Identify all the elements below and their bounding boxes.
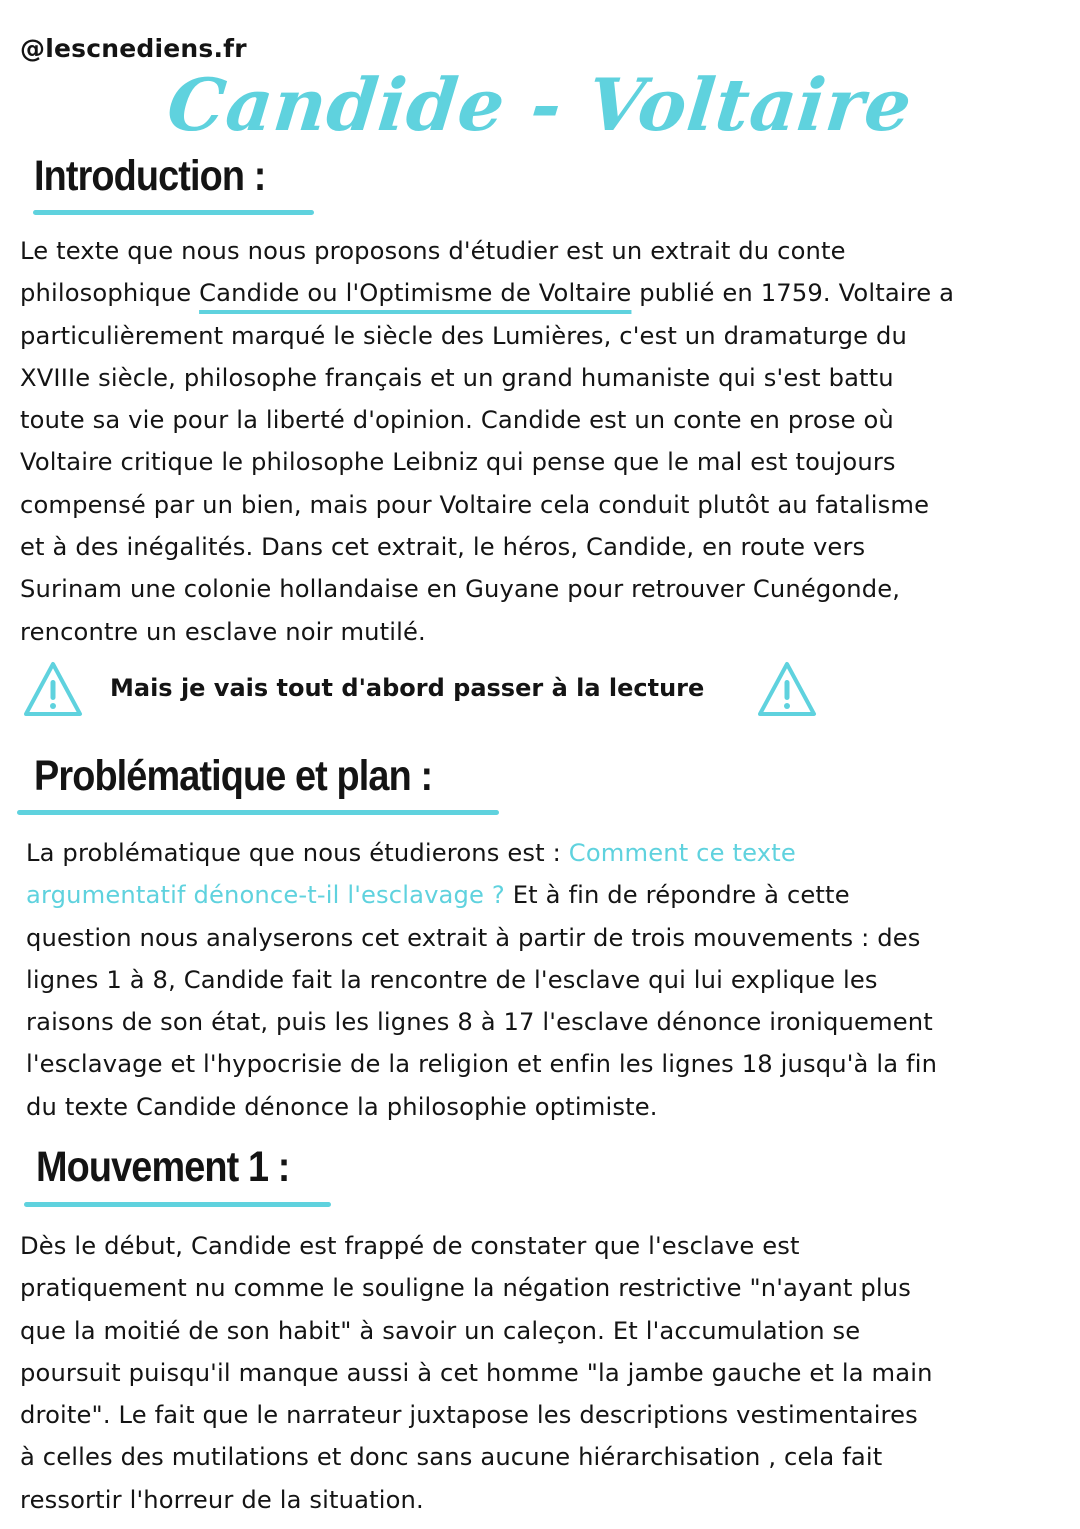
intro-line-5: toute sa vie pour la liberté d'opinion. Candide est un conte en prose où <box>20 406 894 435</box>
mouvement1-line-1: Dès le début, Candide est frappé de constater que l'esclave est <box>20 1232 800 1260</box>
intro-heading-underline <box>33 210 314 215</box>
problematique-heading-underline <box>17 810 499 815</box>
intro-line-7: compensé par un bien, mais pour Voltaire cela conduit plutôt au fatalisme <box>20 490 930 519</box>
problematique-line-6: l'esclavage et l'hypocrisie de la religion et enfin les lignes 18 jusqu'à la fin <box>26 1050 938 1079</box>
reading-notice-text: Mais je vais tout d'abord passer à la lecture <box>110 674 705 702</box>
problematique-line-2-end: Et à fin de répondre à cette <box>504 881 850 910</box>
intro-line-4: XVIIIe siècle, philosophe français et un grand humaniste qui s'est battu <box>20 363 894 392</box>
intro-paragraph <box>20 230 954 653</box>
intro-heading: Introduction : <box>34 152 266 200</box>
problematique-line-7: du texte Candide dénonce la philosophie optimiste. <box>26 1092 658 1121</box>
problematique-heading: Problématique et plan : <box>34 752 433 800</box>
problematique-question: Comment ce texte <box>568 839 796 867</box>
problematique-line-2 <box>26 874 937 916</box>
problematique-line-5: raisons de son état, puis les lignes 8 à 17 l'esclave dénonce ironiquement <box>26 1008 933 1037</box>
problematique-line-3: question nous analyserons cet extrait à partir de trois mouvements : des <box>26 923 921 952</box>
intro-line-8: et à des inégalités. Dans cet extrait, le héros, Candide, en route vers <box>20 533 866 562</box>
mouvement1-heading: Mouvement 1 : <box>36 1143 290 1191</box>
mouvement1-line-4: poursuit puisqu'il manque aussi à cet homme "la jambe gauche et la main <box>20 1358 933 1387</box>
mouvement1-line-6: à celles des mutilations et donc sans aucune hiérarchisation , cela fait <box>20 1443 883 1472</box>
warning-triangle-icon <box>756 660 818 718</box>
mouvement1-paragraph <box>20 1225 933 1521</box>
problematique-question-end: argumentatif dénonce-t-il l'esclavage ? <box>26 881 505 910</box>
mouvement1-line-7: ressortir l'horreur de la situation. <box>20 1485 424 1514</box>
intro-line-2-end: publié en 1759. Voltaire a <box>631 279 955 308</box>
problematique-intro-text: La problématique que nous étudierons est : <box>26 839 569 867</box>
intro-line-1: Le texte que nous nous proposons d'étudier est un extrait du conte <box>20 237 846 265</box>
work-title: Candide ou l'Optimisme de Voltaire <box>199 279 632 308</box>
intro-line-3: particulièrement marqué le siècle des Lumières, c'est un dramaturge du <box>20 321 907 350</box>
problematique-line-4: lignes 1 à 8, Candide fait la rencontre de l'esclave qui lui explique les <box>26 965 878 994</box>
warning-triangle-icon <box>22 660 84 718</box>
intro-line-6: Voltaire critique le philosophe Leibniz qui pense que le mal est toujours <box>20 448 896 477</box>
intro-line-2-start: philosophique <box>20 279 200 308</box>
mouvement1-line-3: que la moitié de son habit" à savoir un caleçon. Et l'accumulation se <box>20 1316 861 1345</box>
intro-line-2 <box>20 272 954 314</box>
problematique-paragraph <box>26 832 937 1128</box>
problematique-line-1 <box>26 832 937 874</box>
intro-line-9: Surinam une colonie hollandaise en Guyane pour retrouver Cunégonde, <box>20 575 901 604</box>
mouvement1-line-2: pratiquement nu comme le souligne la négation restrictive "n'ayant plus <box>20 1274 911 1303</box>
author-handle: @lescnediens.fr <box>20 34 247 63</box>
reading-notice <box>22 660 822 720</box>
mouvement1-line-5: droite". Le fait que le narrateur juxtapose les descriptions vestimentaires <box>20 1401 918 1430</box>
mouvement1-heading-underline <box>24 1202 331 1207</box>
intro-line-10: rencontre un esclave noir mutilé. <box>20 617 426 646</box>
page-title: Candide - Voltaire <box>163 62 917 147</box>
